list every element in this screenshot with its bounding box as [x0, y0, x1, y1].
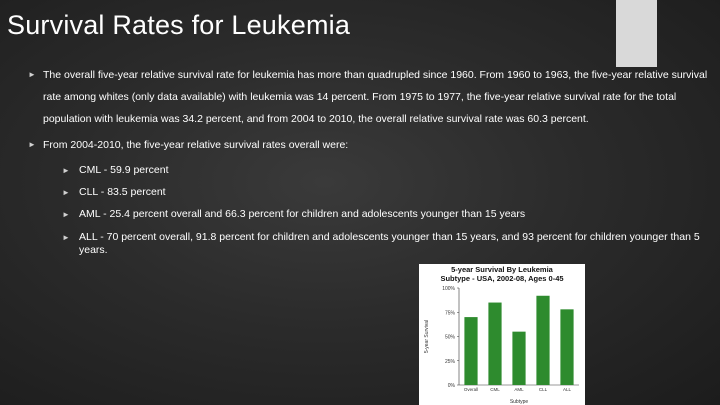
bullet-text: From 2004-2010, the five-year relative survival rates overall were:: [43, 139, 349, 151]
bullet-arrow-icon: ►: [28, 140, 36, 149]
y-tick-label: 25%: [444, 358, 455, 365]
y-axis-label: 5-year Survival: [424, 319, 430, 354]
bullet-arrow-icon: ►: [62, 210, 70, 219]
sub-bullet-text: CLL - 83.5 percent: [79, 186, 166, 198]
x-tick-label: ALL: [562, 387, 572, 392]
y-tick-label: 100%: [442, 286, 455, 292]
corner-decoration: [616, 0, 657, 67]
bullet-survival-2004-2010: [28, 134, 715, 156]
sub-bullet-text: CML - 59.9 percent: [79, 164, 169, 176]
slide-title: Survival Rates for Leukemia: [7, 10, 351, 40]
x-tick-label: CML: [490, 387, 500, 392]
chart-plot-area: [419, 264, 585, 405]
bar-all: [560, 309, 573, 385]
survival-bar-chart: [419, 264, 585, 405]
bullet-survival-history: [28, 64, 715, 130]
bar-cml: [488, 303, 501, 385]
sub-bullet-text: AML - 25.4 percent overall and 66.3 percent for children and adolescents younger than 15 years: [79, 208, 526, 220]
sub-bullet-cll: [62, 186, 166, 199]
y-tick-label: 75%: [444, 310, 455, 317]
bar-overall: [464, 317, 477, 385]
sub-bullet-aml: [62, 208, 526, 221]
x-axis-label: Subtype: [509, 399, 529, 405]
chart-title: 5-year Survival By Leukemia: [451, 265, 553, 274]
x-tick-label: Overall: [463, 387, 479, 392]
y-tick-label: 0%: [447, 383, 455, 389]
y-tick-label: 50%: [444, 334, 455, 341]
x-tick-label: CLL: [538, 387, 548, 392]
x-tick-label: AML: [514, 387, 524, 392]
bar-aml: [512, 332, 525, 385]
sub-bullet-text: ALL - 70 percent overall, 91.8 percent for children and adolescents younger than 15 years, and 93 percent for children younger than 5 years.: [79, 231, 700, 256]
bullet-arrow-icon: ►: [62, 188, 70, 197]
bullet-arrow-icon: ►: [28, 70, 36, 79]
bullet-text: The overall five-year relative survival rate for leukemia has more than quadrupled since 1960. From 1960 to 1963, the five-year relative survival rate among whites (only data available) with leukemia was 14 percent. From 1975 to 1977, the five-year relative survival rate for the total population with leukemia was 34.2 percent, and from 2004 to 2010, the overall relative survival rate was 60.3 percent.: [43, 69, 708, 125]
bullet-arrow-icon: ►: [62, 233, 70, 242]
sub-bullet-all: [62, 231, 709, 257]
sub-bullet-cml: [62, 164, 169, 177]
chart-subtitle: Subtype - USA, 2002-08, Ages 0-45: [440, 273, 564, 283]
bullet-arrow-icon: ►: [62, 166, 70, 175]
bar-cll: [536, 296, 549, 385]
